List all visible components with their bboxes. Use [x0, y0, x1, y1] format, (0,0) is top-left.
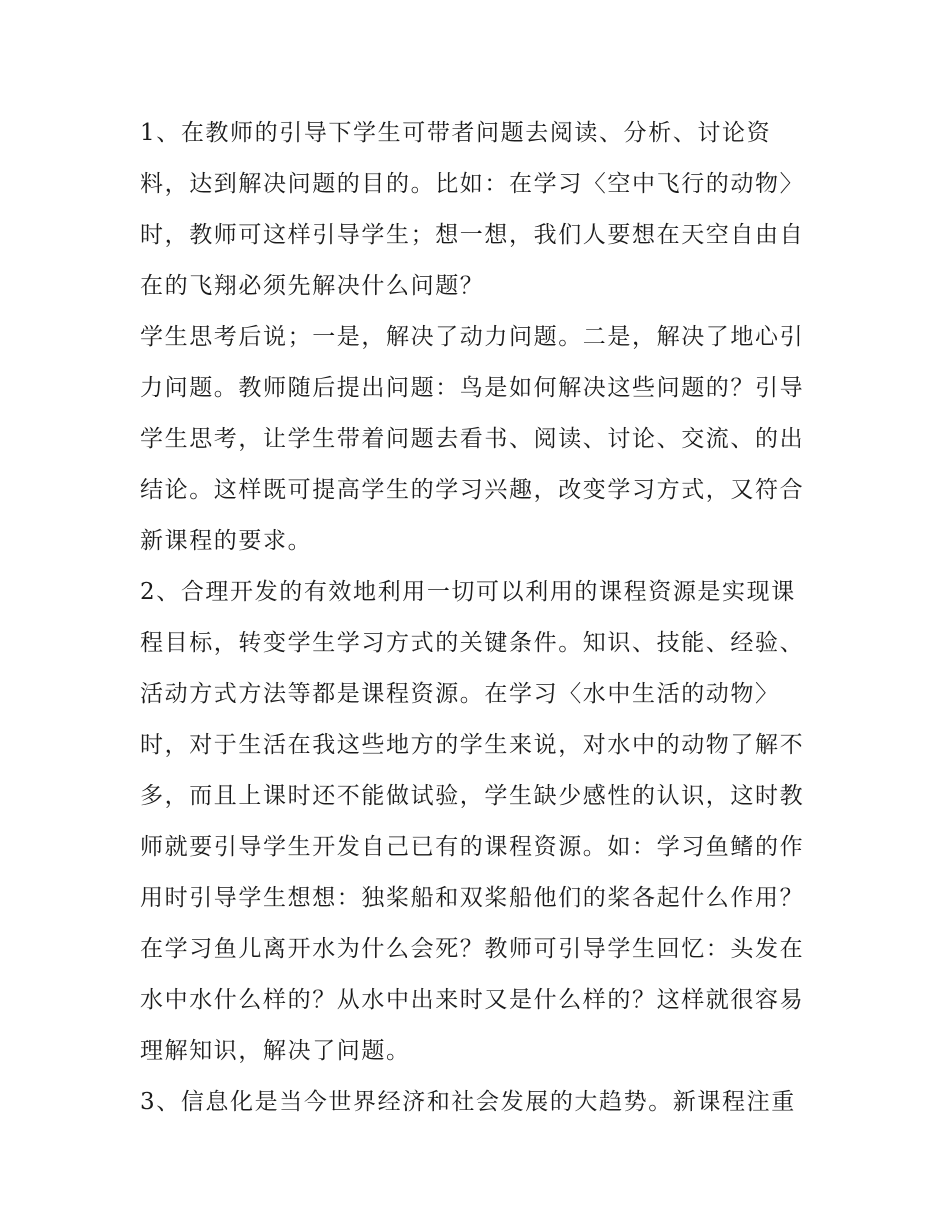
text-line: 多，而且上课时还不能做试验，学生缺少感性的认识，这时教 — [140, 783, 805, 809]
text-line: 师就要引导学生开发自己已有的课程资源。如：学习鱼鳍的作 — [140, 834, 805, 860]
text-line: 新课程的要求。 — [140, 528, 313, 554]
text-line: 学生思考后说；一是，解决了动力问题。二是，解决了地心引 — [140, 324, 805, 350]
text-line: 水中水什么样的？从水中出来时又是什么样的？这样就很容易 — [140, 987, 805, 1013]
text-line: 用时引导学生想想：独桨船和双桨船他们的桨各起什么作用？ — [140, 885, 805, 911]
text-line: 活动方式方法等都是课程资源。在学习〈水中生活的动物〉 — [140, 681, 780, 707]
text-line: 理解知识，解决了问题。 — [140, 1038, 411, 1064]
text-line: 结论。这样既可提高学生的学习兴趣，改变学习方式，又符合 — [140, 477, 805, 503]
text-line: 在的飞翔必须先解决什么问题？ — [140, 273, 485, 299]
body-text — [140, 108, 820, 1128]
text-line: 2、合理开发的有效地利用一切可以利用的课程资源是实现课 — [140, 579, 796, 605]
text-line: 程目标，转变学生学习方式的关键条件。知识、技能、经验、 — [140, 630, 805, 656]
text-line: 力问题。教师随后提出问题：鸟是如何解决这些问题的？引导 — [140, 375, 805, 401]
text-line: 料，达到解决问题的目的。比如：在学习〈空中飞行的动物〉 — [140, 171, 805, 197]
text-line: 时，对于生活在我这些地方的学生来说，对水中的动物了解不 — [140, 732, 805, 758]
text-line: 在学习鱼儿离开水为什么会死？教师可引导学生回忆：头发在 — [140, 936, 805, 962]
text-line: 学生思考，让学生带着问题去看书、阅读、讨论、交流、的出 — [140, 426, 805, 452]
text-line: 1、在教师的引导下学生可带者问题去阅读、分析、讨论资 — [140, 120, 772, 146]
text-line: 3、信息化是当今世界经济和社会发展的大趋势。新课程注重 — [140, 1089, 796, 1115]
text-line: 时，教师可这样引导学生；想一想，我们人要想在天空自由自 — [140, 222, 805, 248]
